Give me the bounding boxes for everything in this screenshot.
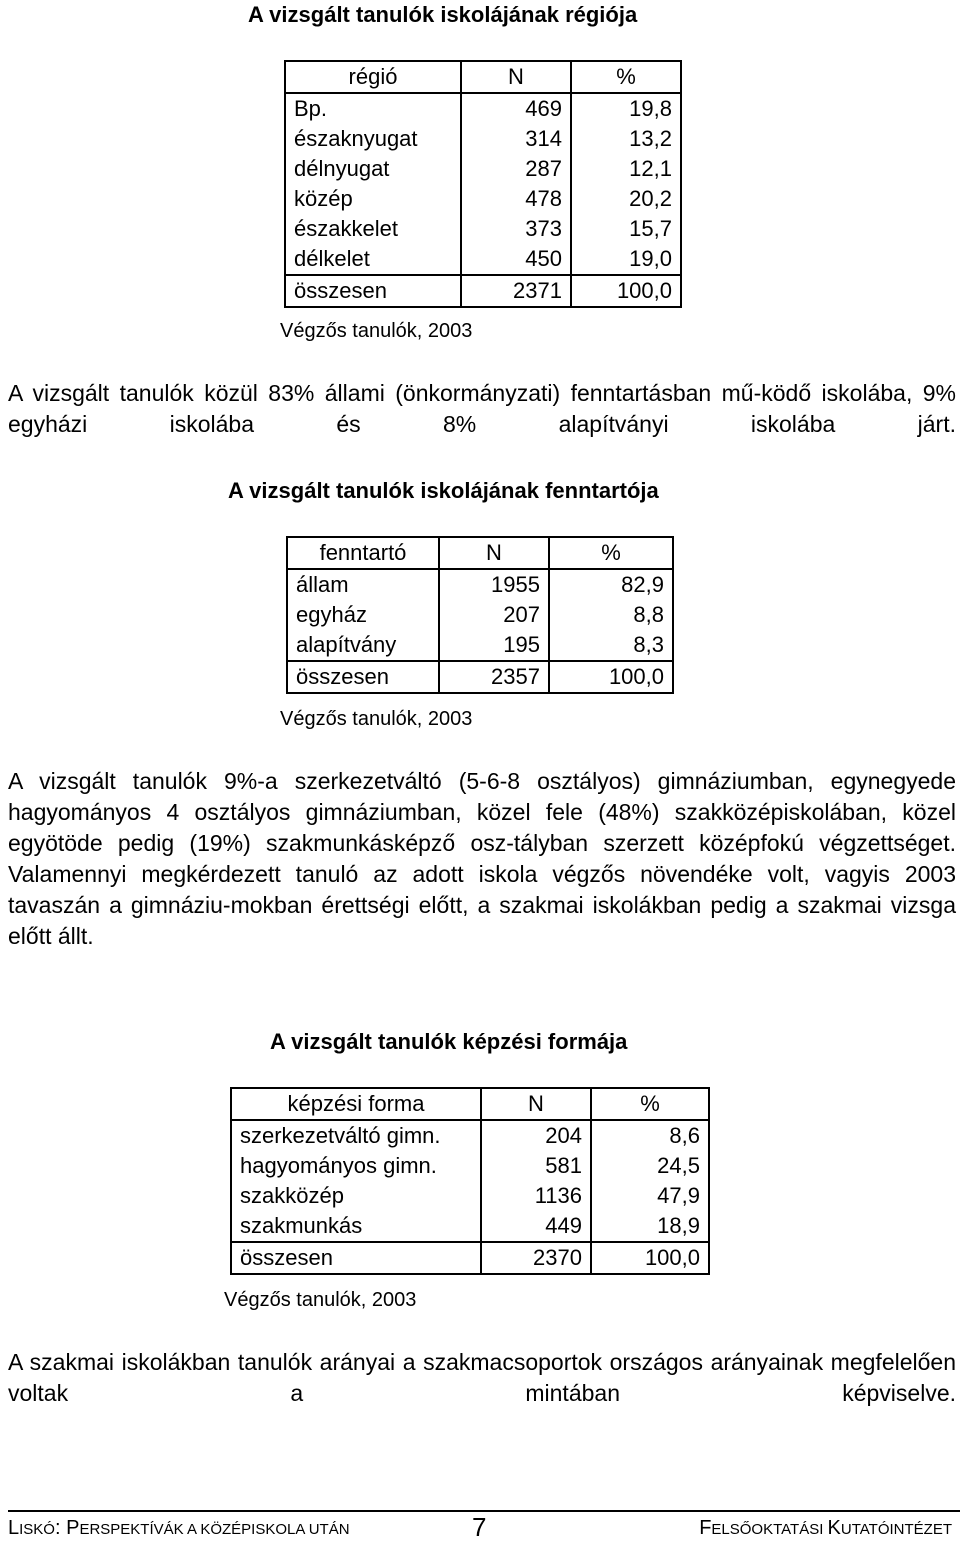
- table-row: [231, 1211, 709, 1242]
- table-cell: 373: [461, 214, 571, 244]
- table-cell: 100,0: [549, 661, 673, 693]
- column-header: N: [481, 1088, 591, 1120]
- table-cell: 449: [481, 1211, 591, 1242]
- table-cell: egyház: [287, 600, 439, 630]
- training-form-table-source: Végzős tanulók, 2003: [224, 1289, 417, 1311]
- table-header-row: [285, 61, 681, 93]
- footer-text: ERSPEKTÍVÁK A KÖZÉPISKOLA UTÁN: [79, 1521, 350, 1538]
- table-row: [231, 1120, 709, 1151]
- table-cell: 581: [481, 1151, 591, 1181]
- table-cell: 2371: [461, 275, 571, 307]
- table-cell: 195: [439, 630, 549, 661]
- table-cell: 2370: [481, 1242, 591, 1274]
- table-cell: délnyugat: [285, 154, 461, 184]
- footer-text: P: [66, 1517, 80, 1539]
- maintainer-table: [286, 536, 674, 694]
- table-row: [285, 244, 681, 275]
- table-cell: délkelet: [285, 244, 461, 275]
- table-cell: 314: [461, 124, 571, 154]
- table-total-row: [285, 275, 681, 307]
- table-cell: 19,8: [629, 96, 672, 121]
- region-table-heading: A vizsgált tanulók iskolájának régiója: [248, 2, 638, 27]
- footer-left-title: [8, 1517, 350, 1540]
- table-cell: 450: [461, 244, 571, 275]
- table-cell: alapítvány: [287, 630, 439, 661]
- table-row: [285, 154, 681, 184]
- table-cell: 13,2: [629, 126, 672, 151]
- table-cell: 8,8: [633, 602, 664, 627]
- table-cell: 8,3: [633, 632, 664, 657]
- table-cell: hagyományos gimn.: [231, 1151, 481, 1181]
- table-row: [285, 184, 681, 214]
- column-header: régió: [285, 61, 461, 93]
- table-cell: szerkezetváltó gimn.: [231, 1120, 481, 1151]
- footer-text: F: [699, 1517, 712, 1539]
- table-cell: 100,0: [571, 275, 681, 307]
- table-cell: Bp.: [285, 93, 461, 124]
- table-cell: 47,9: [657, 1183, 700, 1208]
- table-cell: 100,0: [591, 1242, 709, 1274]
- column-header: fenntartó: [287, 537, 439, 569]
- table-cell: 82,9: [621, 572, 664, 597]
- column-header: %: [591, 1088, 709, 1120]
- table-row: [231, 1151, 709, 1181]
- table-cell: 24,5: [657, 1153, 700, 1178]
- column-header: %: [549, 537, 673, 569]
- table-row: [285, 93, 681, 124]
- table-cell: 20,2: [629, 186, 672, 211]
- table-cell: 1136: [481, 1181, 591, 1211]
- region-table: [284, 60, 682, 308]
- table-cell: összesen: [285, 275, 461, 307]
- page-number: 7: [472, 1512, 487, 1542]
- table-cell: összesen: [287, 661, 439, 693]
- table-row: [285, 214, 681, 244]
- table-row: [287, 569, 673, 600]
- table-header-row: [287, 537, 673, 569]
- table-cell: északnyugat: [285, 124, 461, 154]
- table-cell: 19,0: [629, 246, 672, 271]
- paragraph-vocational-proportions: A szakmai iskolákban tanulók arányai a szakmacsoportok országos arányainak megfelelően voltak a mintában képviselve.: [8, 1349, 956, 1406]
- training-form-table-heading: A vizsgált tanulók képzési formája: [270, 1029, 628, 1054]
- table-cell: 469: [461, 93, 571, 124]
- table-cell: 2357: [439, 661, 549, 693]
- column-header: N: [439, 537, 549, 569]
- table-cell: 15,7: [629, 216, 672, 241]
- table-total-row: [287, 661, 673, 693]
- footer-text: :: [54, 1517, 67, 1539]
- maintainer-table-heading: A vizsgált tanulók iskolájának fenntartója: [228, 478, 659, 503]
- table-row: [287, 600, 673, 630]
- table-cell: 18,9: [657, 1213, 700, 1238]
- footer-right-institute: [699, 1517, 952, 1540]
- table-cell: 478: [461, 184, 571, 214]
- table-row: [285, 124, 681, 154]
- table-cell: állam: [287, 569, 439, 600]
- table-total-row: [231, 1242, 709, 1274]
- training-form-table: [230, 1087, 710, 1275]
- footer-text: ELSŐOKTATÁSI: [711, 1521, 828, 1538]
- table-cell: északkelet: [285, 214, 461, 244]
- table-row: [287, 630, 673, 661]
- column-header: N: [461, 61, 571, 93]
- paragraph-school-types: A vizsgált tanulók 9%-a szerkezetváltó (5-6-8 osztályos) gimnáziumban, egynegyede hagyományos 4 osztályos gimnáziumban, közel fele (48%) szakközépiskolában, közel egyötöde pedig (19%) szakmunkásképző osz-tályban szerzett középfokú végzettséget. Valamennyi megkérdezett tanuló az adott iskola végzős növendéke volt, vagyis 2003 tavaszán a gimnáziu-mokban érettségi előtt, a szakmai iskolákban pedig a szakmai vizsga előtt állt.: [8, 768, 956, 949]
- footer-text: K: [827, 1517, 841, 1539]
- table-header-row: [231, 1088, 709, 1120]
- region-table-source: Végzős tanulók, 2003: [280, 320, 473, 342]
- maintainer-table-source: Végzős tanulók, 2003: [280, 708, 473, 730]
- table-cell: 287: [461, 154, 571, 184]
- table-cell: 12,1: [629, 156, 672, 181]
- column-header: %: [571, 61, 681, 93]
- table-cell: közép: [285, 184, 461, 214]
- table-cell: 1955: [439, 569, 549, 600]
- table-cell: szakmunkás: [231, 1211, 481, 1242]
- table-cell: 8,6: [669, 1123, 700, 1148]
- footer-text: ISKÓ: [19, 1521, 55, 1538]
- table-cell: összesen: [231, 1242, 481, 1274]
- table-cell: szakközép: [231, 1181, 481, 1211]
- footer-text: UTATÓINTÉZET: [840, 1521, 952, 1538]
- column-header: képzési forma: [231, 1088, 481, 1120]
- table-row: [231, 1181, 709, 1211]
- footer-text: L: [8, 1517, 20, 1539]
- table-cell: 207: [439, 600, 549, 630]
- paragraph-school-maintainer: A vizsgált tanulók közül 83% állami (önkormányzati) fenntartásban mű-ködő iskolába, 9% egyházi iskolába és 8% alapítványi iskolába járt.: [8, 380, 956, 437]
- table-cell: 204: [481, 1120, 591, 1151]
